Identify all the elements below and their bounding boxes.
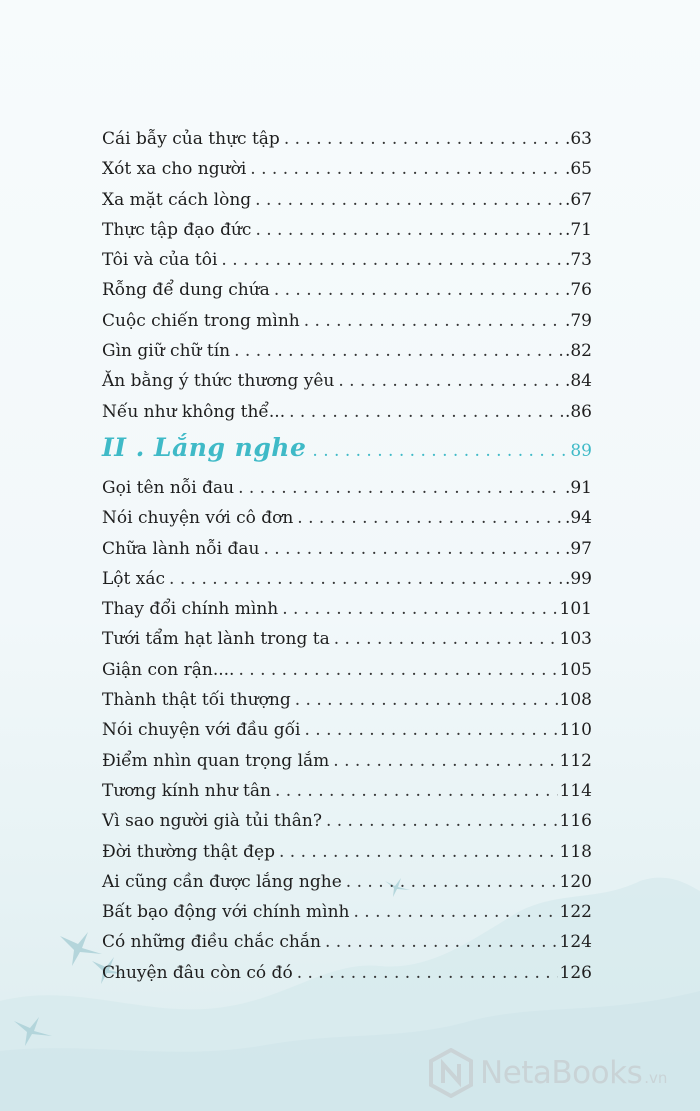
dot-leader (289, 397, 563, 427)
toc-entry-page-number: 101 (559, 599, 592, 620)
watermark-brand: NetaBooks (480, 1055, 643, 1091)
toc-entry-title: Ăn bằng ý thức thương yêu (102, 371, 335, 392)
toc-entry-title: Xa mặt cách lòng (102, 189, 252, 210)
toc-entry[interactable] (102, 594, 592, 624)
toc-entry-page-number: 120 (559, 871, 592, 892)
toc-entry-page-number: .97 (564, 538, 592, 559)
toc-entry-page-number: .94 (564, 508, 592, 529)
dot-leader (325, 927, 558, 957)
toc-entry[interactable] (102, 624, 592, 654)
toc-entry[interactable] (102, 958, 592, 988)
toc-entry-page-number: .71 (564, 219, 592, 240)
toc-entry-page-number: .84 (564, 371, 592, 392)
dot-leader (295, 685, 558, 715)
toc-entry-page-number: 108 (559, 690, 592, 711)
toc-entry-page-number: .65 (564, 159, 592, 180)
toc-entry[interactable] (102, 897, 592, 927)
toc-entry-page-number: 105 (559, 659, 592, 680)
toc-entry-title: Gìn giữ chữ tín (102, 341, 231, 362)
toc-entry-title: Xót xa cho người (102, 159, 247, 180)
dot-leader (263, 534, 562, 564)
dot-leader (297, 503, 563, 533)
toc-entry-title: Rỗng để dung chứa (102, 280, 270, 301)
toc-entry[interactable] (102, 655, 592, 685)
dot-leader (238, 473, 563, 503)
dot-leader (334, 624, 558, 654)
toc-entry[interactable] (102, 867, 592, 897)
toc-entry-page-number: 112 (559, 750, 592, 771)
toc-entry-page-number: .67 (564, 189, 592, 210)
toc-entry-title: Thay đổi chính mình (102, 599, 279, 620)
toc-entry[interactable] (102, 746, 592, 776)
toc-entry-title: Gọi tên nỗi đau (102, 477, 235, 498)
toc-entry-title: Chuyện đâu còn có đó (102, 962, 293, 983)
toc-entry-page-number: 118 (559, 841, 592, 862)
dot-leader (234, 336, 563, 366)
watermark-logo (428, 1047, 690, 1099)
toc-entry-page-number: .76 (564, 280, 592, 301)
toc-entry[interactable] (102, 564, 592, 594)
toc-entry[interactable] (102, 806, 592, 836)
section-title: II . Lắng nghe (102, 432, 307, 462)
dot-leader (333, 746, 557, 776)
toc-entry-page-number: .82 (564, 341, 592, 362)
dot-leader (275, 776, 558, 806)
toc-entry-page-number: .86 (564, 401, 592, 422)
toc-entry[interactable] (102, 837, 592, 867)
toc-entry[interactable] (102, 124, 592, 154)
dot-leader (282, 594, 557, 624)
table-of-contents (102, 124, 592, 988)
toc-entry-page-number: 110 (559, 720, 592, 741)
toc-entry-title: Cuộc chiến trong mình (102, 310, 300, 331)
dot-leader (274, 275, 563, 305)
netabooks-logo-icon (428, 1048, 474, 1098)
dot-leader (238, 655, 557, 685)
dot-leader (279, 837, 558, 867)
toc-entry[interactable] (102, 927, 592, 957)
toc-entry-title: Nói chuyện với đầu gối (102, 720, 301, 741)
toc-entry-title: Giận con rận.... (102, 659, 235, 680)
toc-entry[interactable] (102, 397, 592, 427)
dot-leader (255, 185, 563, 215)
toc-entry-title: Điểm nhìn quan trọng lắm (102, 750, 330, 771)
dot-leader (169, 564, 563, 594)
toc-entry-title: Cái bẫy của thực tập (102, 129, 280, 149)
toc-entry-title: Tôi và của tôi (102, 250, 218, 271)
toc-entry-title: Nói chuyện với cô đơn (102, 508, 294, 529)
dot-leader (284, 124, 563, 154)
toc-entry[interactable] (102, 776, 592, 806)
toc-entry-title: Tưới tẩm hạt lành trong ta (102, 629, 330, 650)
toc-entry[interactable] (102, 473, 592, 503)
toc-entry-title: Ai cũng cần được lắng nghe (102, 871, 342, 892)
toc-entry-title: Lột xác (102, 568, 166, 589)
toc-entry[interactable] (102, 154, 592, 184)
toc-entry-page-number: .91 (564, 477, 592, 498)
dot-leader (221, 245, 563, 275)
dot-leader (346, 867, 558, 897)
dot-leader (304, 715, 557, 745)
watermark-domain: .vn (644, 1069, 668, 1087)
toc-entry[interactable] (102, 685, 592, 715)
dot-leader (338, 366, 563, 396)
toc-entry-title: Vì sao người già tủi thân? (102, 811, 322, 832)
toc-entry-page-number: 124 (559, 932, 592, 953)
toc-entry-title: Bất bạo động với chính mình (102, 902, 350, 923)
toc-entry[interactable] (102, 503, 592, 533)
dot-leader (255, 215, 563, 245)
toc-entry-title: Tương kính như tân (102, 780, 271, 801)
toc-entry[interactable] (102, 534, 592, 564)
toc-entry-title: Thành thật tối thượng (102, 690, 291, 711)
section-page-number: 89 (570, 440, 592, 461)
toc-entry[interactable] (102, 306, 592, 336)
toc-entry-page-number: 126 (559, 962, 592, 983)
toc-entry[interactable] (102, 245, 592, 275)
dot-leader (304, 306, 563, 336)
toc-entry-title: Đời thường thật đẹp (102, 841, 275, 862)
toc-entry[interactable] (102, 215, 592, 245)
toc-entry[interactable] (102, 366, 592, 396)
dot-leader (312, 441, 566, 461)
toc-entry-page-number: 114 (559, 780, 592, 801)
toc-entry-page-number: .99 (564, 568, 592, 589)
toc-entry[interactable] (102, 715, 592, 745)
toc-entry[interactable] (102, 185, 592, 215)
dot-leader (250, 154, 563, 184)
toc-entry-title: Nếu như không thể... (102, 401, 286, 422)
toc-entry[interactable] (102, 336, 592, 366)
toc-entry-page-number: 122 (559, 902, 592, 923)
toc-entry-page-number: .79 (564, 310, 592, 331)
toc-entry-page-number: 103 (559, 629, 592, 650)
toc-entry-title: Thực tập đạo đức (102, 219, 252, 240)
section-heading[interactable] (102, 433, 592, 471)
toc-entry-page-number: .63 (564, 129, 592, 149)
toc-entry-title: Có những điều chắc chắn (102, 932, 321, 953)
dot-leader (297, 958, 558, 988)
dot-leader (326, 806, 558, 836)
dot-leader (354, 897, 558, 927)
toc-entry-title: Chữa lành nỗi đau (102, 538, 260, 559)
toc-entry[interactable] (102, 275, 592, 305)
toc-entry-page-number: .73 (564, 250, 592, 271)
toc-entry-page-number: 116 (559, 811, 592, 832)
